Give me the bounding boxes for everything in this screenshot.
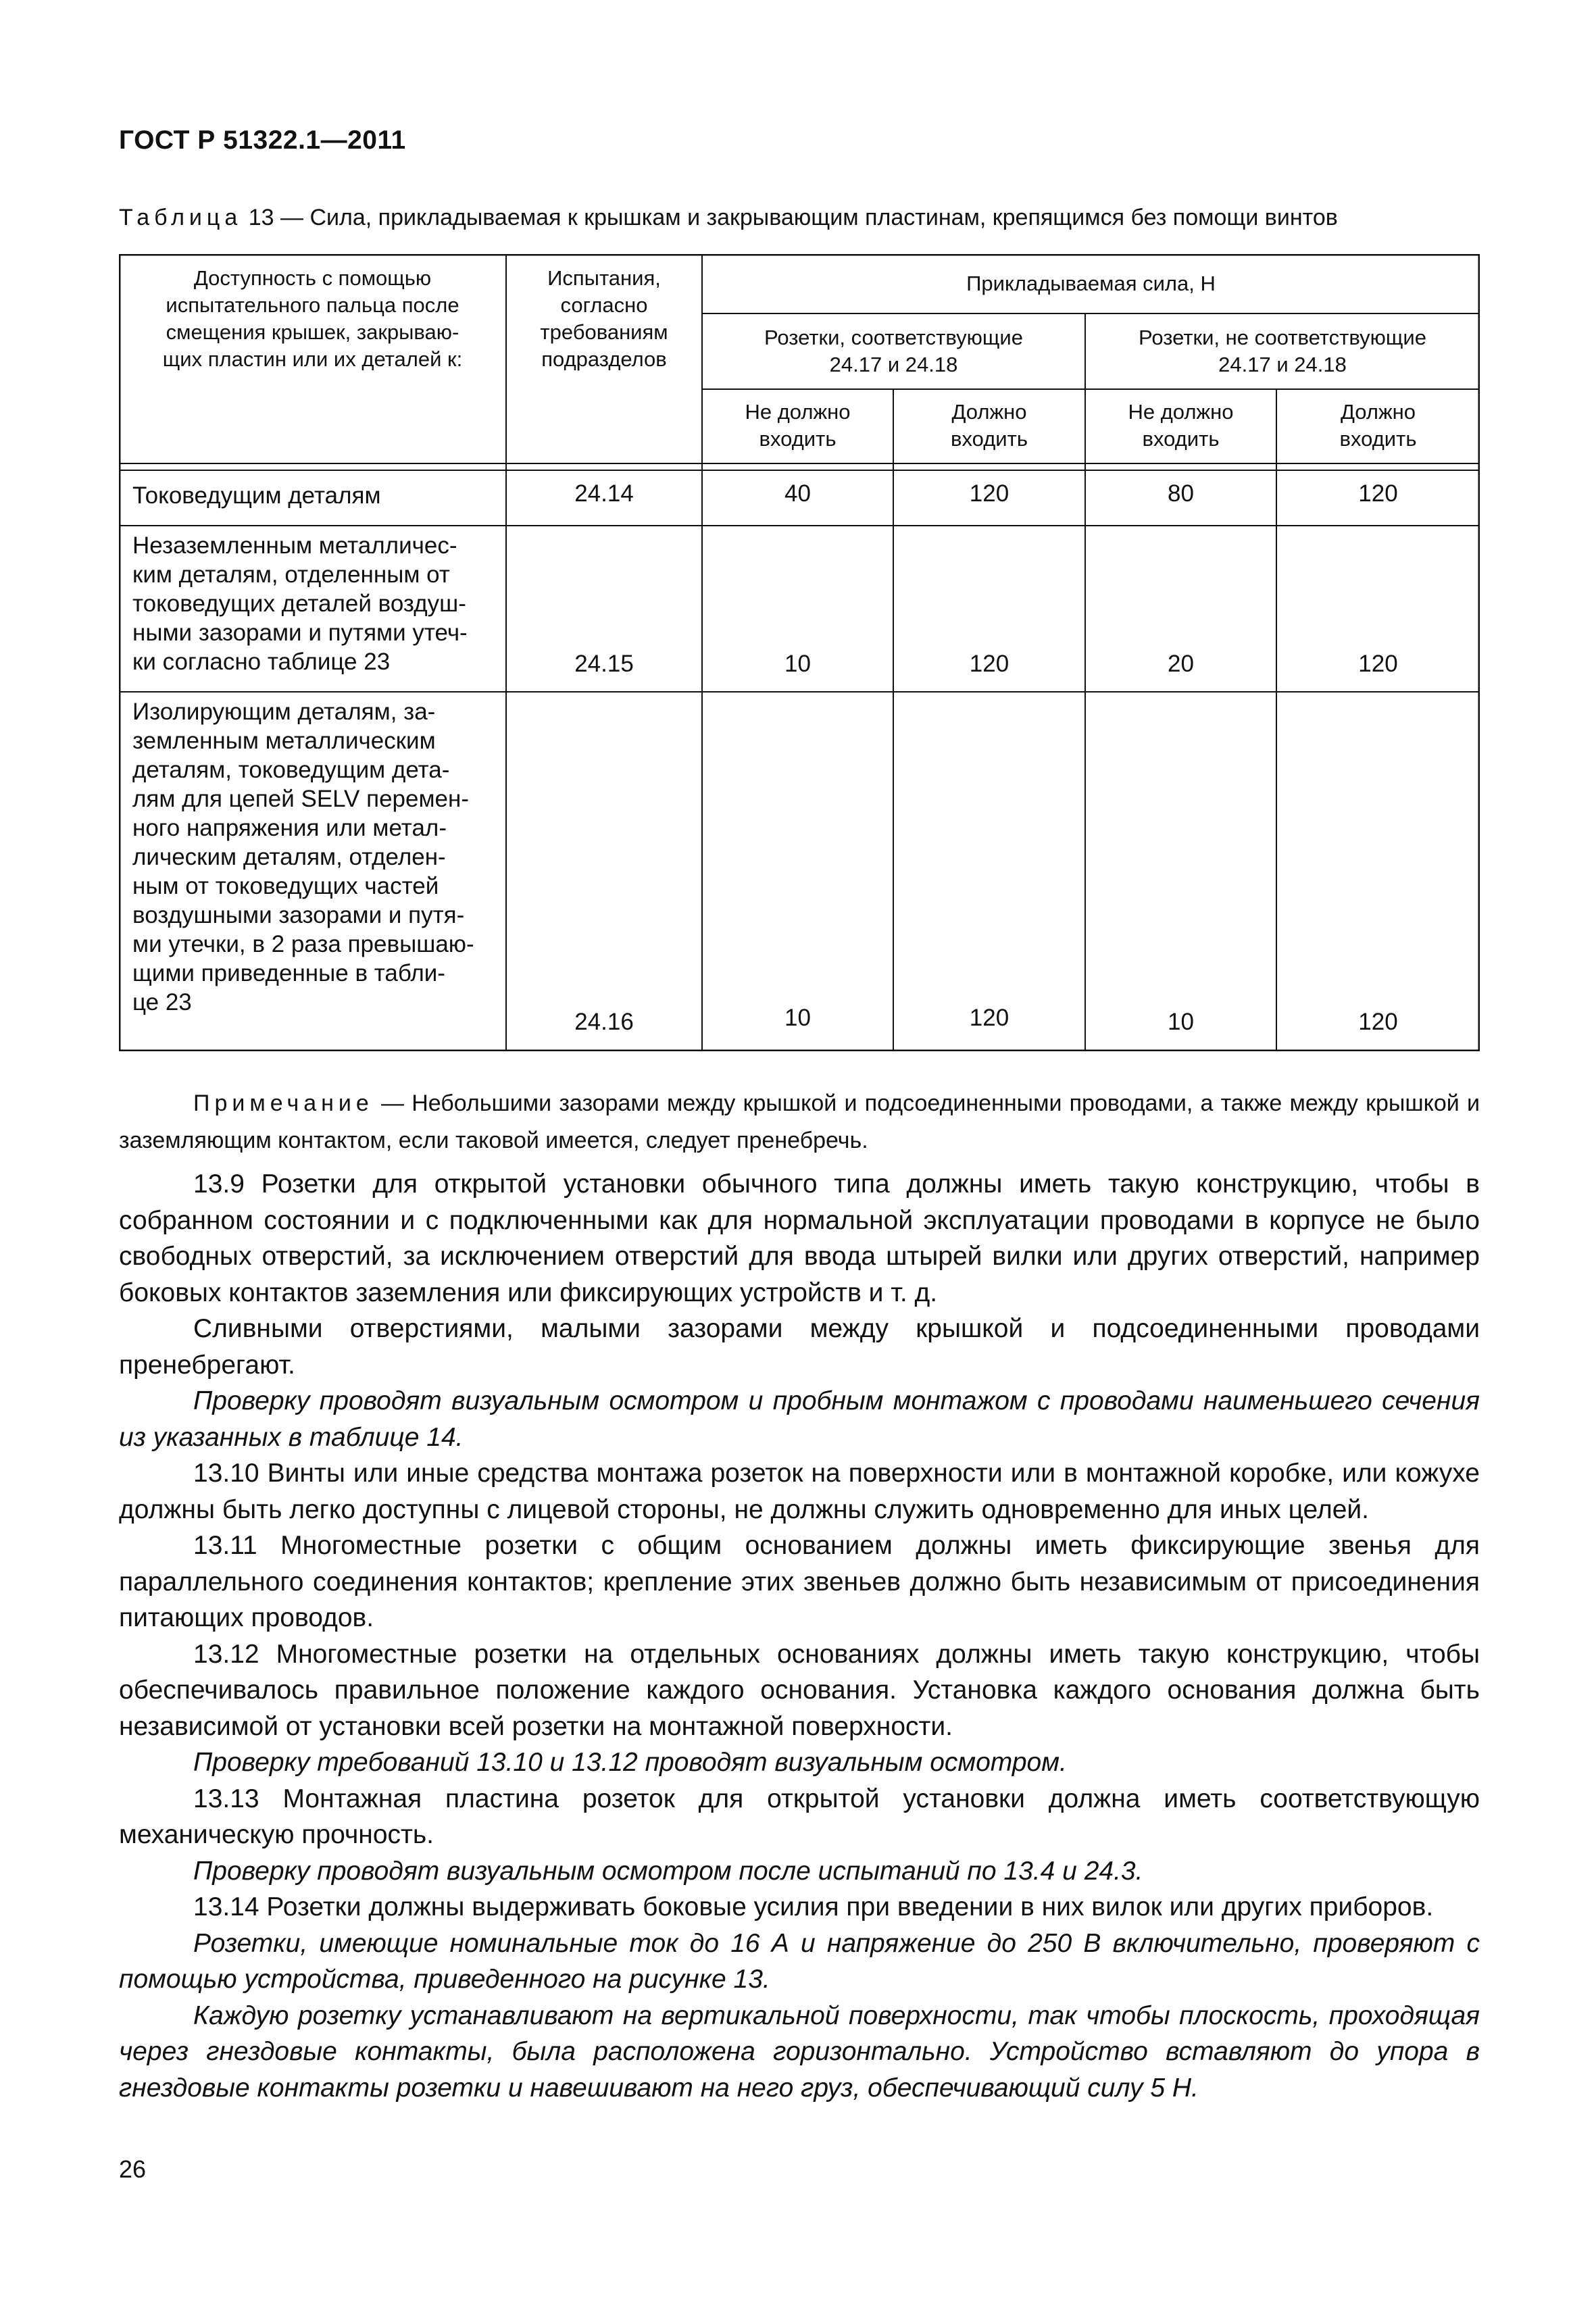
header-applied-force: Прикладываемая сила, Н xyxy=(966,272,1216,295)
header-group-line: Розетки, не соответствующие xyxy=(1139,326,1426,349)
header-sub-1 xyxy=(702,399,893,453)
header-sub-line: входить xyxy=(1142,427,1220,451)
note-text: — Небольшими зазорами между крышкой и подсоединенными проводами, а также между крышкой и заземляющим контактом, если таковой имеется, следует пренебречь. xyxy=(119,1090,1480,1153)
row-label-line: лическим деталям, отделен- xyxy=(132,844,446,870)
row-label-line: Незаземленным металличес- xyxy=(132,532,457,559)
paragraph: 13.11 Многоместные розетки с общим основанием должны иметь фиксирующие звенья для параллельного соединения контактов; крепление этих звеньев должно быть независимым от присоединения питающих проводов. xyxy=(119,1531,1480,1632)
row-label: Токоведущим деталям xyxy=(132,482,381,509)
paragraph: 13.10 Винты или иные средства монтажа розеток на поверхности или в монтажной коробке, или кожухе должны быть легко доступны с лицевой стороны, не должны служить одновременно для иных целей. xyxy=(119,1459,1480,1524)
header-accessibility-line: испытательного пальца после xyxy=(166,293,459,317)
body-text xyxy=(119,1166,1480,2106)
header-accessibility-line: Доступность с помощью xyxy=(193,266,432,290)
table-note xyxy=(119,1085,1480,1159)
row-value: 20 xyxy=(1168,651,1194,677)
header-tests-line: Испытания, xyxy=(547,266,661,290)
row-label-line: земленным металлическим xyxy=(132,728,436,754)
header-sub-line: Должно xyxy=(951,400,1027,424)
header-sub-line: Не должно xyxy=(1128,400,1234,424)
header-sub-3 xyxy=(1085,399,1276,453)
row-clause: 24.16 xyxy=(574,1009,634,1035)
row-label-line: токоведущих деталей воздуш- xyxy=(132,590,466,617)
row-label-line: щими приведенные в табли- xyxy=(132,960,445,986)
header-accessibility-line: смещения крышек, закрываю- xyxy=(166,320,459,344)
row-label-line: Изолирующим деталям, за- xyxy=(132,699,436,725)
row-label xyxy=(132,531,494,676)
row-label-line: воздушными зазорами и путя- xyxy=(132,902,465,928)
table-caption-label: Таблица xyxy=(119,205,243,230)
paragraph: 13.12 Многоместные розетки на отдельных основаниях должны иметь такую конструкцию, чтобы обеспечивалось правильное положение каждого основания. Установка каждого основания должна быть независимой от установки всей розетки на монтажной поверхности. xyxy=(119,1639,1480,1741)
row-label-line: ким деталям, отделенным от xyxy=(132,561,450,588)
row-clause: 24.15 xyxy=(574,651,634,677)
row-value: 40 xyxy=(784,480,811,507)
row-label-line: ки согласно таблице 23 xyxy=(132,649,391,675)
paragraph: 13.14 Розетки должны выдерживать боковые усилия при введении в них вилок или других приборов. xyxy=(193,1892,1434,1921)
row-value: 10 xyxy=(784,651,811,677)
row-value: 120 xyxy=(969,651,1009,677)
paragraph-verification: Проверку проводят визуальным осмотром и пробным монтажом с проводами наименьшего сечения из указанных в таблице 14. xyxy=(119,1386,1480,1452)
header-accessibility xyxy=(119,265,506,373)
row-label-line: деталям, токоведущим дета- xyxy=(132,757,450,783)
header-sub-2 xyxy=(893,399,1085,453)
row-label-line: ного напряжения или метал- xyxy=(132,815,447,841)
row-value: 120 xyxy=(1358,1009,1398,1035)
paragraph: Сливными отверстиями, малыми зазорами между крышкой и подсоединенными проводами пренебрегают. xyxy=(119,1314,1480,1380)
header-group-line: 24.17 и 24.18 xyxy=(829,353,958,376)
header-tests-line: согласно xyxy=(560,293,648,317)
header-sub-4 xyxy=(1276,399,1480,453)
page-number: 26 xyxy=(119,2155,147,2183)
paragraph-verification: Проверку требований 13.10 и 13.12 проводят визуальным осмотром. xyxy=(193,1748,1067,1777)
paragraph: 13.13 Монтажная пластина розеток для открытой установки должна иметь соответствующую механическую прочность. xyxy=(119,1784,1480,1849)
paragraph-verification: Проверку проводят визуальным осмотром после испытаний по 13.4 и 24.3. xyxy=(193,1856,1143,1886)
header-tests-line: требованиям xyxy=(540,320,668,344)
header-group-noncompliant xyxy=(1085,324,1480,378)
row-label xyxy=(132,697,494,1017)
table-caption-text: 13 — Сила, прикладываемая к крышкам и закрывающим пластинам, крепящимся без помощи винтов xyxy=(242,205,1338,230)
row-label-line: лям для цепей SELV перемен- xyxy=(132,786,469,812)
header-group-compliant xyxy=(702,324,1085,378)
paragraph-verification: Каждую розетку устанавливают на вертикальной поверхности, так чтобы плоскость, проходящая через гнездовые контакты, была расположена горизонтально. Устройство вставляют до упора в гнездовые контакты розетки и навешивают на него груз, обеспечивающий силу 5 Н. xyxy=(119,2001,1480,2103)
row-label-line: ным от токоведущих частей xyxy=(132,873,439,899)
row-clause: 24.14 xyxy=(574,480,634,507)
row-value: 80 xyxy=(1168,480,1194,507)
header-group-line: Розетки, соответствующие xyxy=(764,326,1023,349)
header-sub-line: входить xyxy=(951,427,1028,451)
header-sub-line: Должно xyxy=(1340,400,1416,424)
row-value: 120 xyxy=(1358,480,1398,507)
row-value: 120 xyxy=(1358,651,1398,677)
header-sub-line: входить xyxy=(759,427,837,451)
row-value: 10 xyxy=(1168,1009,1194,1035)
row-label-line: ными зазорами и путями утеч- xyxy=(132,620,468,646)
row-value: 120 xyxy=(969,1005,1009,1031)
paragraph-verification: Розетки, имеющие номинальные ток до 16 А и напряжение до 250 В включительно, проверяют с помощью устройства, приведенного на рисунке 13. xyxy=(119,1928,1480,1994)
header-tests-line: подразделов xyxy=(541,347,667,371)
header-sub-line: входить xyxy=(1339,427,1417,451)
standard-designation: ГОСТ Р 51322.1—2011 xyxy=(119,126,406,155)
row-label-line: це 23 xyxy=(132,989,192,1015)
row-value: 10 xyxy=(784,1005,811,1031)
row-value: 120 xyxy=(969,480,1009,507)
header-group-line: 24.17 и 24.18 xyxy=(1218,353,1347,376)
table-caption xyxy=(119,205,1480,231)
header-accessibility-line: щих пластин или их деталей к: xyxy=(162,347,463,371)
paragraph: 13.9 Розетки для открытой установки обычного типа должны иметь такую конструкцию, чтобы в собранном состоянии и с подключенными как для нормальной эксплуатации проводами в корпусе не было свободных отверстий, за исключением отверстий для ввода штырей вилки или других отверстий, например боковых контактов заземления или фиксирующих устройств и т. д. xyxy=(119,1169,1480,1307)
row-label-line: ми утечки, в 2 раза превышаю- xyxy=(132,931,474,957)
note-label: Примечание xyxy=(193,1090,374,1116)
header-tests xyxy=(506,265,702,373)
force-table xyxy=(119,254,1480,1051)
header-sub-line: Не должно xyxy=(745,400,851,424)
